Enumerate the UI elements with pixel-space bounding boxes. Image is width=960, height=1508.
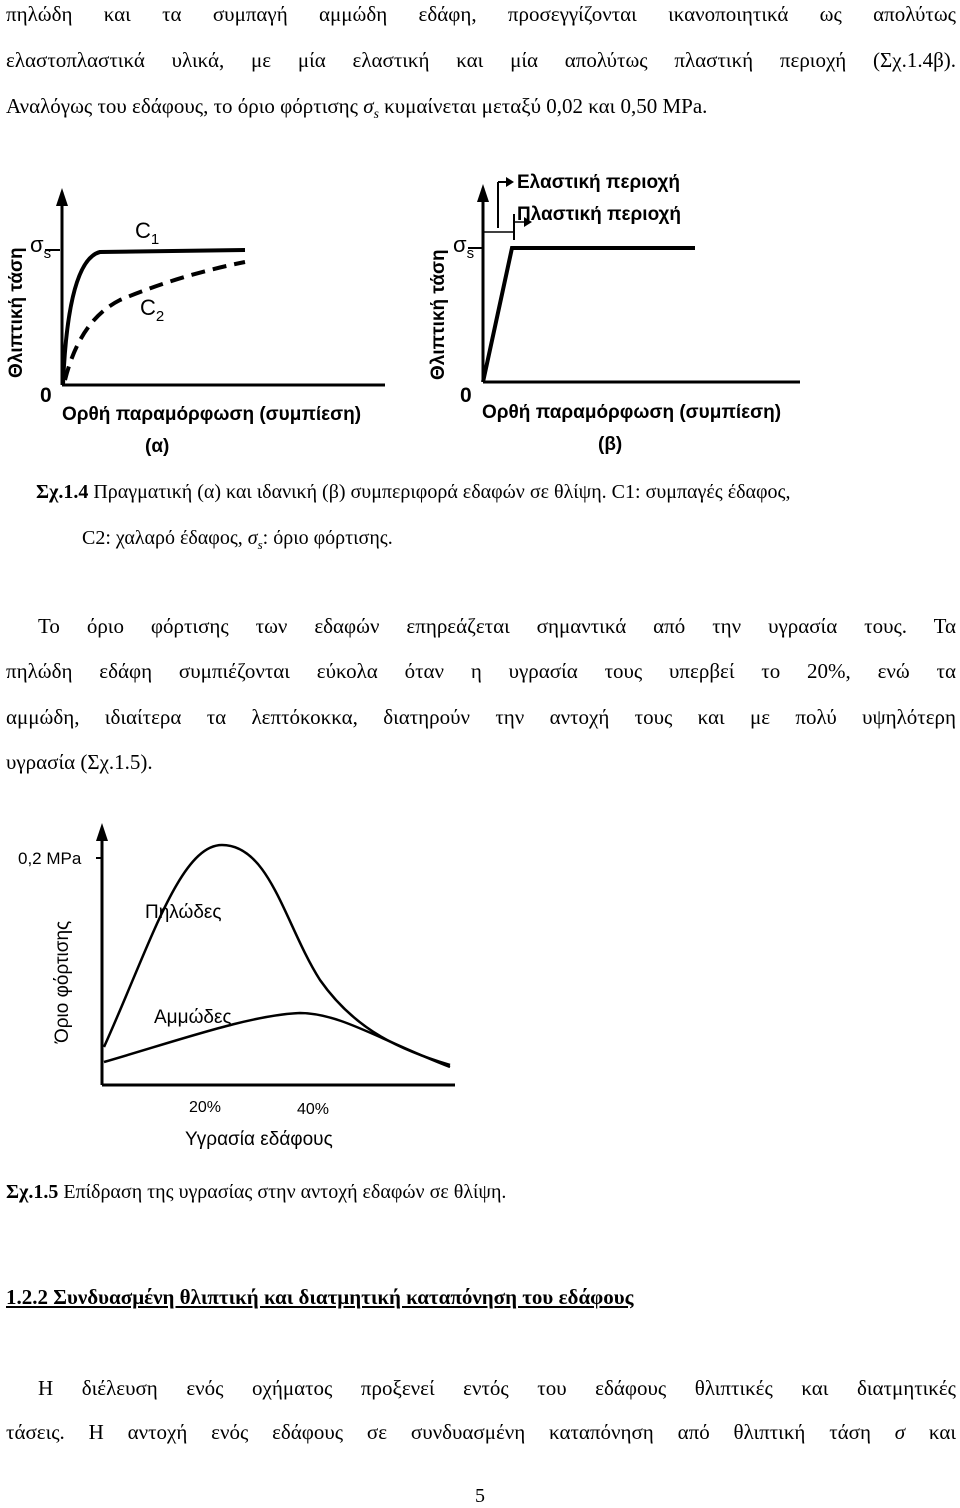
figure-1-5 — [0, 815, 470, 1155]
figure-tag: (β) — [598, 434, 623, 455]
para2-line-2: πηλώδη εδάφη συμπιέζονται εύκολα όταν η υγρασία τους υπερβεί το 20%, ενώ τα — [6, 659, 956, 683]
caption-1-4-text: Πραγματική (α) και ιδανική (β) συμπεριφορά εδαφών σε θλίψη. C1: συμπαγές έδαφος, — [88, 481, 791, 503]
caption-1-5-label: Σχ.1.5 — [6, 1181, 59, 1203]
intro-line-1: πηλώδη και τα συμπαγή αμμώδη εδάφη, προσεγγίζονται ικανοποιητικά ως απολύτως — [6, 2, 956, 26]
x-tick-label-20: 20% — [189, 1099, 222, 1116]
section-number: 1.2.2 — [6, 1285, 48, 1309]
sigma-symbol: σ — [894, 1420, 906, 1444]
elastic-arrow — [506, 177, 514, 187]
sigma-symbol: σ — [247, 527, 258, 549]
section-title: Συνδυασμένη θλιπτική και διατμητική καταπόνηση του εδάφους — [48, 1285, 634, 1309]
para3-line-1: Η διέλευση ενός οχήματος προξενεί εντός του εδάφους θλιπτικές και διατμητικές — [38, 1376, 956, 1400]
y-axis-label: Όριο φόρτισης — [52, 920, 73, 1043]
caption-1-4-text-2a: C2: χαλαρό έδαφος, — [82, 527, 248, 549]
origin-label: 0 — [460, 384, 472, 407]
series-pilodes-label: Πηλώδες — [145, 902, 222, 923]
elastic-label: Ελαστική περιοχή — [517, 172, 680, 193]
origin-label: 0 — [40, 384, 52, 407]
sigma-subscript: s — [373, 106, 379, 122]
caption-1-4-text-2b: : όριο φόρτισης. — [262, 527, 393, 549]
para2-line-1: Το όριο φόρτισης των εδαφών επηρεάζεται σημαντικά από την υγρασία τους. Τα — [38, 614, 956, 638]
y-axis-label: Θλιπτική τάση — [428, 249, 449, 380]
section-heading — [6, 1285, 634, 1310]
sigma-subscript: s — [257, 537, 263, 552]
intro-line-3-a: Αναλόγως του εδάφους, το όριο φόρτισης — [6, 94, 364, 118]
caption-1-4-line-1 — [36, 481, 790, 504]
c2-label: $C_2$ — [140, 295, 165, 325]
page-number: 5 — [475, 1485, 485, 1507]
x-axis-label: Υγρασία εδάφους — [185, 1129, 333, 1150]
para3-line-2 — [6, 1420, 956, 1445]
y-axis-arrow — [477, 184, 489, 202]
x-axis-label: Ορθή παραμόρφωση (συμπίεση) — [482, 402, 782, 423]
caption-1-5 — [6, 1181, 506, 1204]
c1-label: $C_1$ — [135, 218, 160, 248]
sigma-symbol: σ — [363, 94, 374, 118]
y-axis-arrow — [56, 188, 68, 206]
intro-line-3-b: κυμαίνεται μεταξύ 0,02 και 0,50 MPa. — [378, 94, 708, 118]
x-tick-label-40: 40% — [297, 1101, 330, 1118]
y-axis-label: Θλιπτική τάση — [6, 247, 27, 378]
plastic-label: Πλαστική περιοχή — [517, 204, 682, 225]
figure-tag: (α) — [145, 436, 170, 457]
caption-1-4-label: Σχ.1.4 — [36, 481, 89, 503]
series-ammodes-label: Αμμώδες — [154, 1007, 232, 1028]
ys-label: $\sigma_s$ — [453, 232, 475, 262]
series-pilodes-curve — [104, 845, 450, 1065]
intro-line-3 — [6, 94, 707, 122]
figure-1-4b — [420, 170, 810, 460]
x-axis-label: Ορθή παραμόρφωση (συμπίεση) — [62, 404, 362, 425]
caption-1-4-line-2 — [82, 527, 393, 553]
y-axis-arrow — [96, 823, 108, 841]
para3-line-2b: και — [905, 1420, 956, 1444]
figure-1-4a — [0, 180, 400, 460]
ys-label: $\sigma_s$ — [30, 232, 52, 262]
ideal-curve — [483, 248, 695, 382]
caption-1-5-text: Επίδραση της υγρασίας στην αντοχή εδαφών σε θλίψη. — [58, 1181, 507, 1203]
para2-line-4: υγρασία (Σχ.1.5). — [6, 750, 153, 774]
para2-line-3: αμμώδη, ιδιαίτερα τα λεπτόκοκκα, διατηρούν την αντοχή τους και με πολύ υψηλότερη — [6, 705, 956, 729]
intro-line-2: ελαστοπλαστικά υλικά, με μία ελαστική και μία απολύτως πλαστική περιοχή (Σχ.1.4β). — [6, 48, 956, 72]
para3-line-2a: τάσεις. Η αντοχή ενός εδάφους σε συνδυασμένη καταπόνηση από θλιπτική τάση — [6, 1420, 895, 1444]
y-tick-label: 0,2 MPa — [18, 849, 82, 868]
